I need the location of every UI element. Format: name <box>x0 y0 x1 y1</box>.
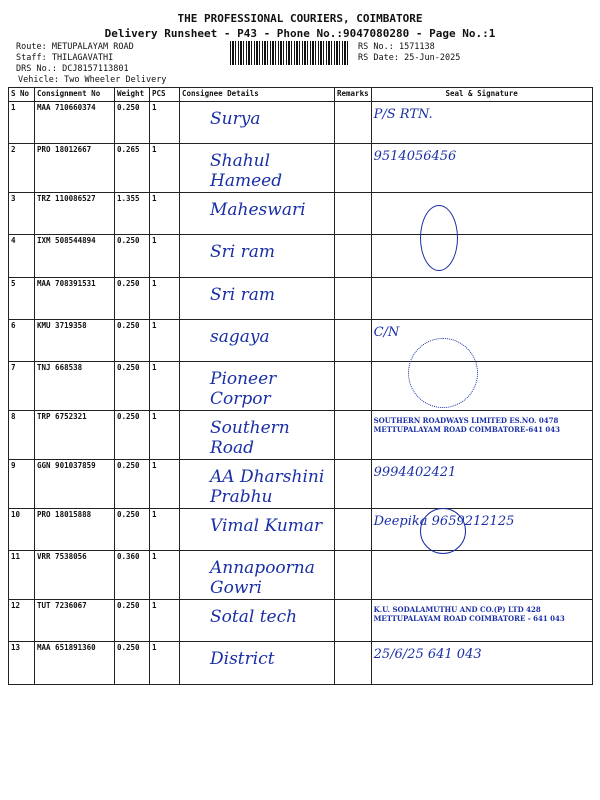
consignment-cell: TNJ 668538 <box>35 361 115 410</box>
seal-cell <box>371 642 592 684</box>
consignment-cell: PRO 18012667 <box>35 144 115 193</box>
table-header-row <box>9 88 593 102</box>
pcs-cell: 1 <box>150 459 180 508</box>
seal-signature: 25/6/25 641 043 <box>373 647 482 663</box>
pcs-cell: 1 <box>150 642 180 684</box>
vehicle-value: Two Wheeler Delivery <box>64 75 167 85</box>
seal-signature: P/S RTN. <box>373 107 433 122</box>
weight-cell: 0.250 <box>115 410 150 459</box>
col-remarks-header: Remarks <box>335 88 372 102</box>
remarks-cell <box>335 410 372 459</box>
drs-line <box>16 64 129 74</box>
consignment-cell: TRZ 110086527 <box>35 193 115 235</box>
consignee-cell <box>180 235 335 277</box>
sno-cell: 9 <box>9 459 35 508</box>
sno-cell: 12 <box>9 600 35 642</box>
remarks-cell <box>335 600 372 642</box>
drs-label: DRS No.: <box>16 64 57 74</box>
table-row <box>9 277 593 319</box>
consignee-handwriting: Maheswari <box>210 200 306 221</box>
consignment-cell: VRR 7538056 <box>35 551 115 600</box>
consignee-handwriting: Shahul Hameed <box>210 151 283 192</box>
sno-cell: 2 <box>9 144 35 193</box>
seal-signature: Deepika 9659212125 <box>373 513 515 529</box>
seal-cell <box>371 193 592 235</box>
seal-signature: SOUTHERN ROADWAYS LIMITED ES.NO. 0478 METTUPALAYAM ROAD COIMBATORE-641 043 <box>373 415 560 434</box>
sno-cell: 13 <box>9 642 35 684</box>
col-consignment-header: Consignment No <box>35 88 115 102</box>
table-row <box>9 642 593 684</box>
seal-cell <box>371 235 592 277</box>
runsheet-subtitle: Delivery Runsheet - P43 - Phone No.:9047080280 - Page No.:1 <box>104 27 496 40</box>
sno-cell: 7 <box>9 361 35 410</box>
weight-cell: 0.250 <box>115 277 150 319</box>
seal-cell <box>371 319 592 361</box>
vehicle-line <box>18 75 166 85</box>
consignee-handwriting: AA Dharshini Prabhu <box>210 466 325 507</box>
seal-signature: C/N <box>373 324 400 340</box>
remarks-cell <box>335 361 372 410</box>
consignee-handwriting: Sri ram <box>210 242 275 263</box>
sno-cell: 5 <box>9 277 35 319</box>
consignee-cell <box>180 102 335 144</box>
consignee-cell <box>180 459 335 508</box>
weight-cell: 0.360 <box>115 551 150 600</box>
consignee-cell <box>180 193 335 235</box>
sno-cell: 11 <box>9 551 35 600</box>
col-sno-header: S No <box>9 88 35 102</box>
pcs-cell: 1 <box>150 551 180 600</box>
seal-cell <box>371 102 592 144</box>
col-weight-header: Weight <box>115 88 150 102</box>
sno-cell: 6 <box>9 319 35 361</box>
consignee-handwriting: District <box>210 649 275 670</box>
pcs-cell: 1 <box>150 600 180 642</box>
runsheet-title: THE PROFESSIONAL COURIERS, COIMBATORE <box>177 12 423 25</box>
vehicle-label: Vehicle: <box>18 75 59 85</box>
rs-no-label: RS No.: <box>358 42 394 52</box>
table-row <box>9 508 593 550</box>
consignment-cell: KMU 3719358 <box>35 319 115 361</box>
consignment-cell: MAA 708391531 <box>35 277 115 319</box>
weight-cell: 0.250 <box>115 459 150 508</box>
weight-cell: 0.265 <box>115 144 150 193</box>
weight-cell: 0.250 <box>115 361 150 410</box>
staff-value: THILAGAVATHI <box>51 53 114 63</box>
signature-scribble <box>420 205 458 271</box>
rs-date-label: RS Date: <box>358 53 399 63</box>
consignee-cell <box>180 410 335 459</box>
col-consignee-header: Consignee Details <box>180 88 335 102</box>
consignee-handwriting: Vimal Kumar <box>210 515 323 536</box>
seal-cell <box>371 144 592 193</box>
seal-cell <box>371 600 592 642</box>
pcs-cell: 1 <box>150 235 180 277</box>
rs-no-line <box>358 42 435 52</box>
consignee-handwriting: Sotal tech <box>210 607 298 628</box>
table-row <box>9 551 593 600</box>
weight-cell: 0.250 <box>115 102 150 144</box>
seal-cell <box>371 459 592 508</box>
consignment-cell: MAA 710660374 <box>35 102 115 144</box>
table-row <box>9 193 593 235</box>
consignee-cell <box>180 144 335 193</box>
runsheet-table <box>8 87 593 685</box>
col-pcs-header: PCS <box>150 88 180 102</box>
table-row <box>9 102 593 144</box>
weight-cell: 1.355 <box>115 193 150 235</box>
sno-cell: 10 <box>9 508 35 550</box>
remarks-cell <box>335 642 372 684</box>
consignee-handwriting: Southern Road <box>210 417 290 458</box>
remarks-cell <box>335 144 372 193</box>
consignment-cell: PRO 18015888 <box>35 508 115 550</box>
rs-no-value: 1571138 <box>398 42 435 52</box>
weight-cell: 0.250 <box>115 642 150 684</box>
pcs-cell: 1 <box>150 410 180 459</box>
pcs-cell: 1 <box>150 361 180 410</box>
pcs-cell: 1 <box>150 102 180 144</box>
rs-date-value: 25-Jun-2025 <box>404 53 461 63</box>
consignee-cell <box>180 551 335 600</box>
consignee-cell <box>180 508 335 550</box>
consignee-cell <box>180 319 335 361</box>
weight-cell: 0.250 <box>115 319 150 361</box>
route-line <box>16 42 134 52</box>
consignment-cell: MAA 651891360 <box>35 642 115 684</box>
consignment-cell: TUT 7236067 <box>35 600 115 642</box>
seal-signature: 9514056456 <box>373 149 457 165</box>
table-row <box>9 410 593 459</box>
remarks-cell <box>335 319 372 361</box>
pcs-cell: 1 <box>150 144 180 193</box>
rs-date-line <box>358 53 460 63</box>
weight-cell: 0.250 <box>115 508 150 550</box>
seal-cell <box>371 361 592 410</box>
seal-signature: 9994402421 <box>373 464 457 480</box>
remarks-cell <box>335 193 372 235</box>
seal-cell <box>371 277 592 319</box>
route-label: Route: <box>16 42 47 52</box>
table-row <box>9 235 593 277</box>
sno-cell: 3 <box>9 193 35 235</box>
pcs-cell: 1 <box>150 277 180 319</box>
sno-cell: 8 <box>9 410 35 459</box>
col-seal-header: Seal & Signature <box>371 88 592 102</box>
table-row <box>9 600 593 642</box>
consignee-handwriting: Annapoorna Gowri <box>210 558 315 599</box>
seal-signature: K.U. SODALAMUTHU AND CO.(P) LTD 428 METTUPALAYAM ROAD COIMBATORE - 641 043 <box>373 605 565 624</box>
remarks-cell <box>335 459 372 508</box>
consignment-cell: IXM 508544894 <box>35 235 115 277</box>
sno-cell: 4 <box>9 235 35 277</box>
consignee-cell <box>180 642 335 684</box>
sno-cell: 1 <box>9 102 35 144</box>
pcs-cell: 1 <box>150 319 180 361</box>
consignment-cell: TRP 6752321 <box>35 410 115 459</box>
staff-label: Staff: <box>16 53 47 63</box>
consignee-cell <box>180 277 335 319</box>
barcode-image <box>230 41 350 65</box>
table-row <box>9 459 593 508</box>
seal-cell <box>371 410 592 459</box>
weight-cell: 0.250 <box>115 600 150 642</box>
remarks-cell <box>335 102 372 144</box>
signature-scribble <box>420 508 466 554</box>
consignee-handwriting: sagaya <box>210 326 270 347</box>
route-value: METUPALAYAM ROAD <box>51 42 134 52</box>
remarks-cell <box>335 235 372 277</box>
table-row <box>9 319 593 361</box>
seal-cell <box>371 508 592 550</box>
consignment-cell: GGN 901037859 <box>35 459 115 508</box>
drs-value: DCJ8157113801 <box>62 64 129 74</box>
consignee-handwriting: Surya <box>210 109 261 129</box>
remarks-cell <box>335 551 372 600</box>
consignee-handwriting: Pioneer Corpor <box>210 368 277 409</box>
weight-cell: 0.250 <box>115 235 150 277</box>
remarks-cell <box>335 277 372 319</box>
consignee-cell <box>180 600 335 642</box>
seal-cell <box>371 551 592 600</box>
round-seal <box>408 338 478 408</box>
consignee-handwriting: Sri ram <box>210 284 275 305</box>
table-row <box>9 144 593 193</box>
staff-line <box>16 53 113 63</box>
table-row <box>9 361 593 410</box>
pcs-cell: 1 <box>150 193 180 235</box>
consignee-cell <box>180 361 335 410</box>
pcs-cell: 1 <box>150 508 180 550</box>
remarks-cell <box>335 508 372 550</box>
